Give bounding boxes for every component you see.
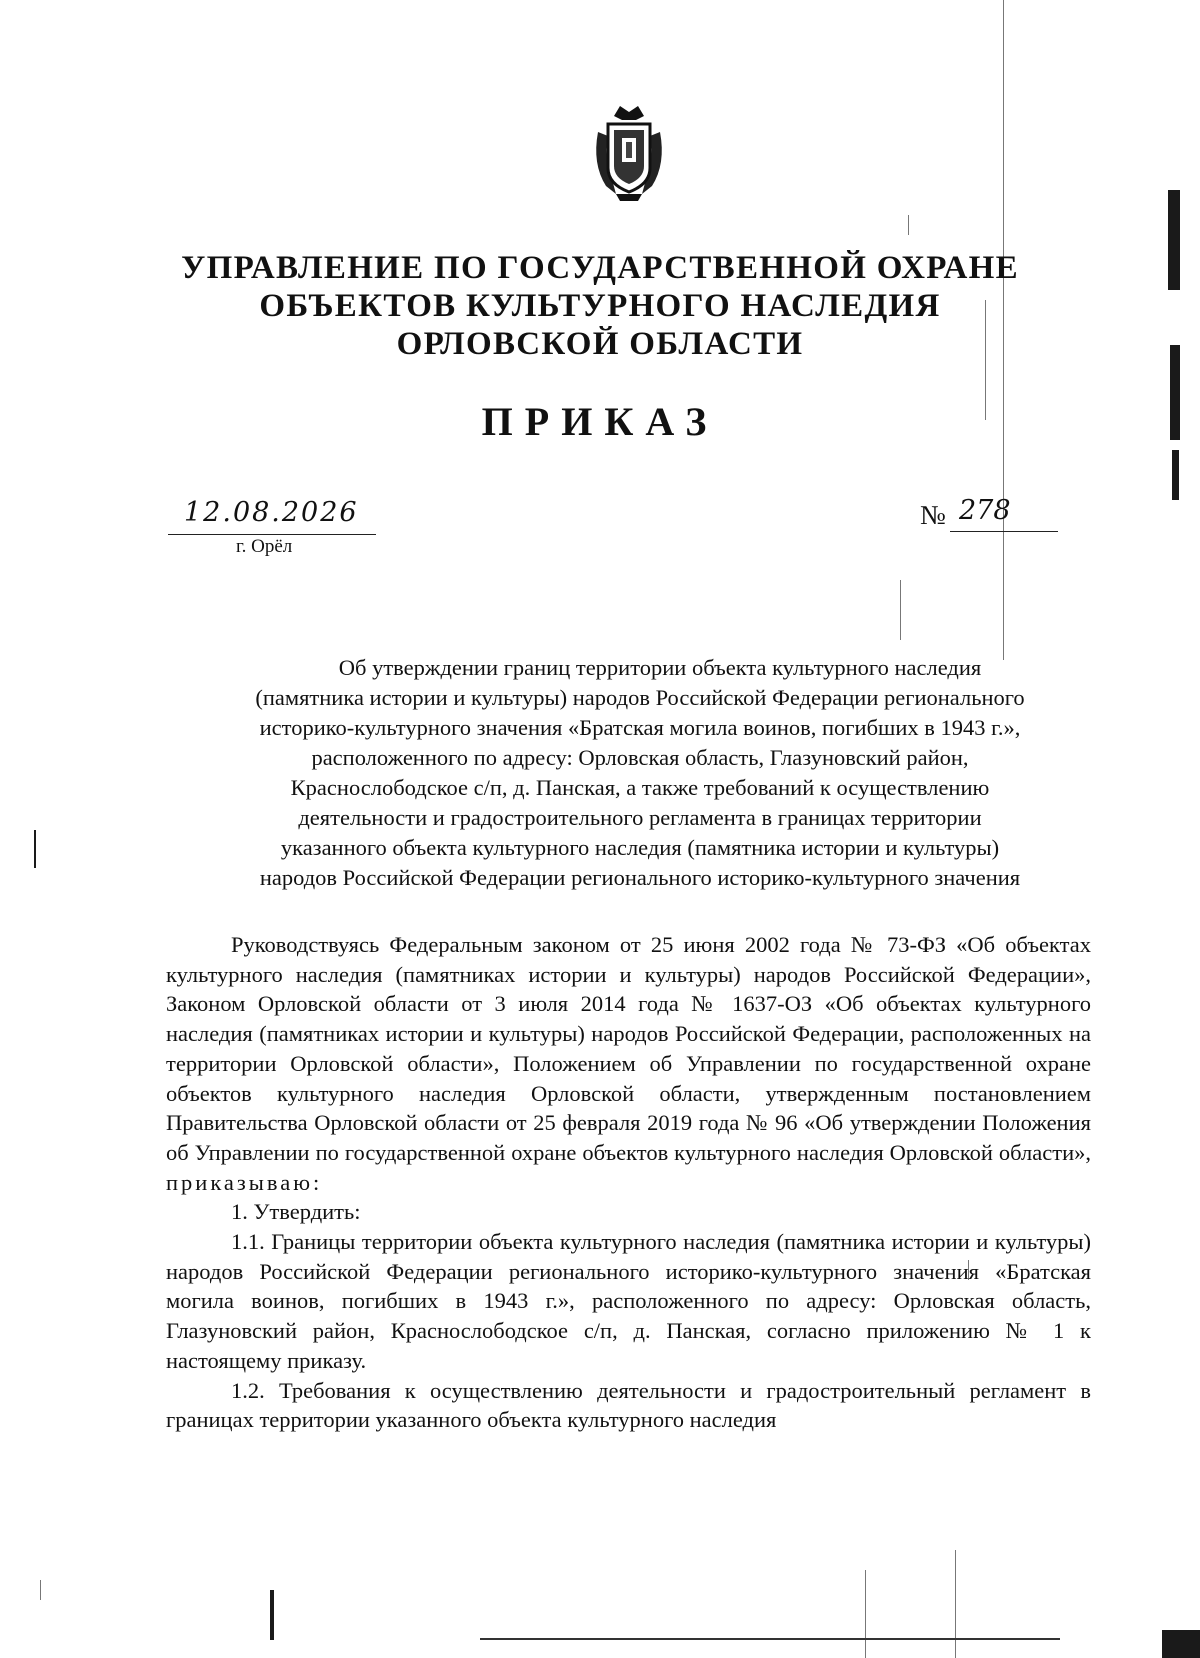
date-underline [168,534,376,535]
scan-mark [1172,450,1179,500]
document-body [166,930,1091,1435]
organization-line-1: УПРАВЛЕНИЕ ПО ГОСУДАРСТВЕННОЙ ОХРАНЕ [181,250,1019,286]
document-date: 12.08.2026 [184,497,359,528]
subject-line: расположенного по адресу: Орловская область, Глазуновский район, [311,745,969,770]
subject-line: историко-культурного значения «Братская могила воинов, погибших в 1943 г.», [259,715,1021,740]
subject-line: народов Российской Федерации регионального историко-культурного значения [259,865,1021,890]
subject-line: Краснослободское с/п, д. Панская, а также требований к осуществлению [290,775,990,800]
scan-mark [1162,1630,1200,1658]
organization-line-3: ОРЛОВСКОЙ ОБЛАСТИ [396,326,804,362]
document-title: ПРИКАЗ [481,399,719,444]
order-word: приказываю: [166,1169,323,1195]
number-underline [950,531,1058,532]
coat-of-arms-icon [586,104,672,204]
item-1-2: 1.2. Требования к осуществлению деятельности и градостроительный регламент в границах территории указанного объекта культурного наследия [166,1377,1091,1433]
item-1-1: 1.1. Границы территории объекта культурного наследия (памятника истории и культуры) народов Российской Федерации регионального историко-культурного значения «Братская могила воинов, погибших в 1943 г.», расположенного по адресу: Орловская область, Глазуновский район, Краснослободское с/п, д. Панская, согласно приложению № 1 к настоящему приказу. [166,1229,1091,1373]
organization-line-2: ОБЪЕКТОВ КУЛЬТУРНОГО НАСЛЕДИЯ [259,288,941,324]
scan-line [908,215,909,235]
scan-line [900,580,901,640]
document-subject [165,653,1115,893]
subject-line: указанного объекта культурного наследия (памятника истории и культуры) [280,835,1000,860]
scan-mark [1170,345,1180,440]
scan-mark [270,1590,274,1640]
item-1: 1. Утвердить: [231,1199,361,1225]
document-number: 278 [959,495,1011,526]
subject-line: Об утверждении границ территории объекта культурного наследия [338,655,982,680]
subject-line: (памятника истории и культуры) народов Российской Федерации регионального [255,685,1025,710]
scan-mark [1168,190,1180,290]
scan-line [865,1570,866,1658]
scan-line [40,1580,41,1600]
preamble-text: Руководствуясь Федеральным законом от 25 июня 2002 года № 73-ФЗ «Об объектах культурного наследия (памятниках истории и культуры) народов Российской Федерации», Законом Орловской области от 3 июля 2014 года № 1637-ОЗ «Об объектах культурного наследия (памятниках истории и культуры) народов Российской Федерации, расположенных на территории Орловской области», Положением об Управлении по государственной охране объектов культурного наследия Орловской области, утвержденным постановлением Правительства Орловской области от 25 февраля 2019 года № 96 «Об утверждении Положения об Управлении по государственной охране объектов культурного наследия Орловской области», [166,932,1091,1165]
document-city: г. Орёл [236,536,293,557]
number-sign: № [920,500,946,530]
scan-line [480,1638,1060,1640]
scan-mark [34,830,36,868]
scan-line [955,1550,956,1658]
subject-line: деятельности и градостроительного регламента в границах территории [298,805,982,830]
preamble-paragraph [166,930,1091,1197]
